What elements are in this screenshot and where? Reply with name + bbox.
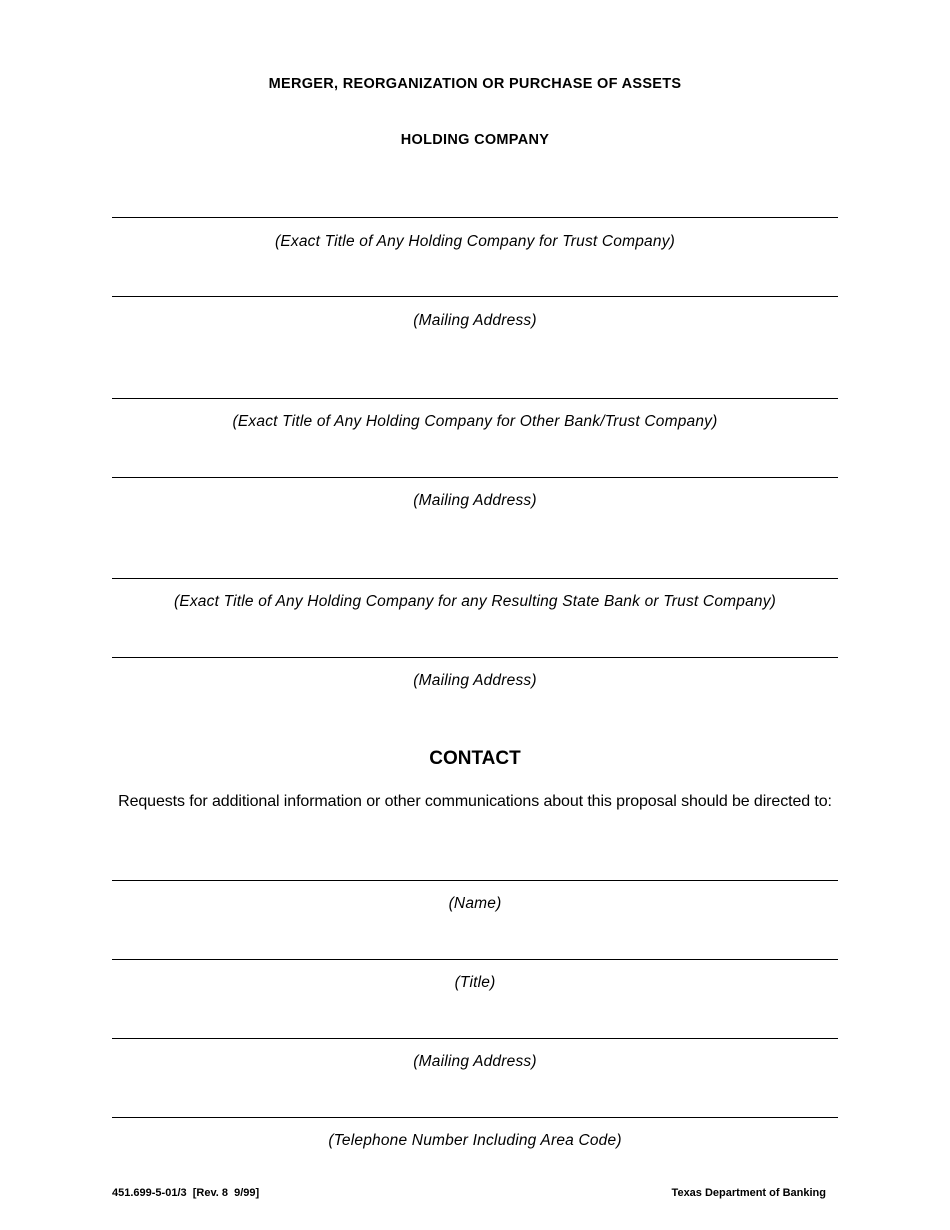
contact-phone-line[interactable] <box>112 1117 838 1118</box>
hc3-title-line[interactable] <box>112 578 838 579</box>
form-number: 451.699-5-01/3 [Rev. 8 9/99] <box>112 1187 260 1199</box>
hc3-title-caption: (Exact Title of Any Holding Company for any Resulting State Bank or Trust Company) <box>173 593 777 610</box>
contact-address-caption: (Mailing Address) <box>413 1053 537 1070</box>
agency-name: Texas Department of Banking <box>671 1187 826 1199</box>
form-title: MERGER, REORGANIZATION OR PURCHASE OF ASSETS <box>268 76 682 92</box>
hc3-address-caption: (Mailing Address) <box>413 672 537 689</box>
form-subtitle: HOLDING COMPANY <box>400 132 550 148</box>
hc2-address-caption: (Mailing Address) <box>413 492 537 509</box>
contact-title-caption: (Title) <box>454 974 496 991</box>
contact-address-line[interactable] <box>112 1038 838 1039</box>
contact-name-line[interactable] <box>112 880 838 881</box>
contact-title-line[interactable] <box>112 959 838 960</box>
hc1-title-line[interactable] <box>112 217 838 218</box>
contact-phone-caption: (Telephone Number Including Area Code) <box>328 1132 622 1149</box>
contact-intro: Requests for additional information or other communications about this proposal should be directed to: <box>118 793 832 810</box>
hc2-title-line[interactable] <box>112 398 838 399</box>
contact-heading: CONTACT <box>429 748 521 769</box>
hc3-address-line[interactable] <box>112 657 838 658</box>
hc1-address-line[interactable] <box>112 296 838 297</box>
hc2-title-caption: (Exact Title of Any Holding Company for Other Bank/Trust Company) <box>232 413 718 430</box>
contact-name-caption: (Name) <box>448 895 502 912</box>
hc2-address-line[interactable] <box>112 477 838 478</box>
hc1-title-caption: (Exact Title of Any Holding Company for Trust Company) <box>274 233 676 250</box>
hc1-address-caption: (Mailing Address) <box>413 312 537 329</box>
